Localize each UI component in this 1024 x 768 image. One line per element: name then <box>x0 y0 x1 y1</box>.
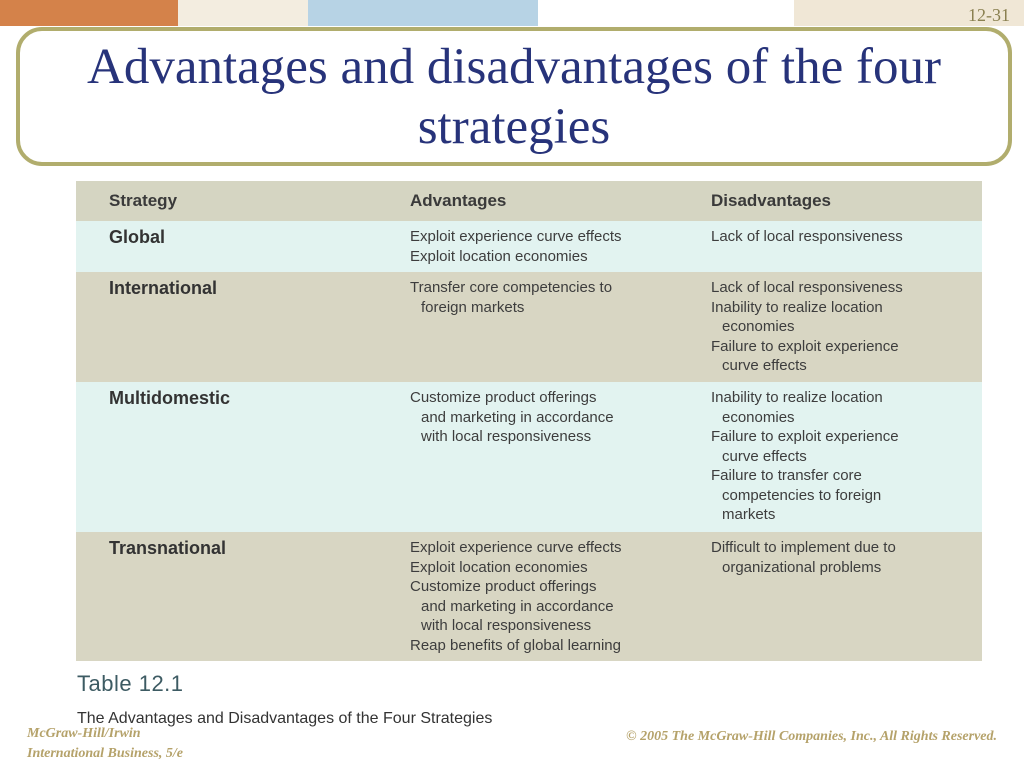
footer-publisher-line1: McGraw-Hill/Irwin <box>27 726 141 741</box>
advantage-line: Transfer core competencies to <box>410 279 613 296</box>
advantage-line: Reap benefits of global learning <box>410 636 621 654</box>
table-caption-number: Table 12.1 <box>77 671 184 696</box>
footer-publisher-line2: International Business, 5/e <box>27 746 183 761</box>
table-header-row <box>76 181 982 221</box>
band-segment-cream <box>178 0 308 26</box>
advantage-line: foreign markets <box>421 298 525 316</box>
disadvantage-line: Lack of local responsiveness <box>711 228 903 245</box>
disadvantage-line: Difficult to implement due to <box>711 539 896 556</box>
strategy-name: Multidomestic <box>109 388 231 408</box>
table-caption-text: The Advantages and Disadvantages of the Four Strategies <box>77 710 493 727</box>
disadvantage-line: Inability to realize location <box>711 298 883 316</box>
disadvantage-line: organizational problems <box>722 558 882 576</box>
table-row <box>76 382 982 532</box>
advantage-line: Exploit location economies <box>410 247 588 265</box>
advantage-line: with local responsiveness <box>421 617 592 634</box>
band-segment-blue <box>308 0 538 26</box>
strategy-name: Global <box>109 227 166 247</box>
advantage-line: Exploit experience curve effects <box>410 539 622 556</box>
strategy-name: Transnational <box>109 538 227 558</box>
slide-title: Advantages and disadvantages of the four strategies <box>87 38 941 155</box>
advantage-line: and marketing in accordance <box>421 597 614 615</box>
disadvantage-line: economies <box>722 408 795 426</box>
disadvantage-line: markets <box>722 506 776 523</box>
disadvantage-line: Failure to exploit experience <box>711 428 899 445</box>
header-strategy: Strategy <box>109 191 178 210</box>
advantage-line: Exploit experience curve effects <box>410 228 622 245</box>
band-segment-white <box>538 0 794 26</box>
footer-publisher <box>27 724 183 764</box>
header-advantages: Advantages <box>410 191 507 210</box>
disadvantage-line: competencies to foreign <box>722 486 882 504</box>
slide-number: 12-31 <box>968 5 1010 25</box>
title-box <box>16 27 1012 166</box>
table-row <box>76 221 982 272</box>
table-row <box>76 532 982 661</box>
strategy-table <box>76 181 982 661</box>
header-disadvantages: Disadvantages <box>711 191 831 210</box>
advantage-line: with local responsiveness <box>421 428 592 445</box>
band-segment-orange <box>0 0 178 26</box>
disadvantage-line: Lack of local responsiveness <box>711 279 903 296</box>
strategy-name: International <box>109 278 218 298</box>
table-row <box>76 272 982 382</box>
advantage-line: Customize product offerings <box>410 389 597 406</box>
disadvantage-line: curve effects <box>722 357 807 374</box>
disadvantage-line: economies <box>722 318 795 335</box>
advantage-line: Exploit location economies <box>410 558 588 576</box>
footer-copyright: © 2005 The McGraw-Hill Companies, Inc., All Rights Reserved. <box>626 729 997 744</box>
disadvantage-line: curve effects <box>722 447 807 465</box>
advantage-line: Customize product offerings <box>410 578 597 595</box>
disadvantage-line: Failure to transfer core <box>711 467 862 484</box>
advantage-line: and marketing in accordance <box>421 408 614 426</box>
top-decorative-band <box>0 0 1024 26</box>
disadvantage-line: Inability to realize location <box>711 389 883 406</box>
disadvantage-line: Failure to exploit experience <box>711 337 899 355</box>
